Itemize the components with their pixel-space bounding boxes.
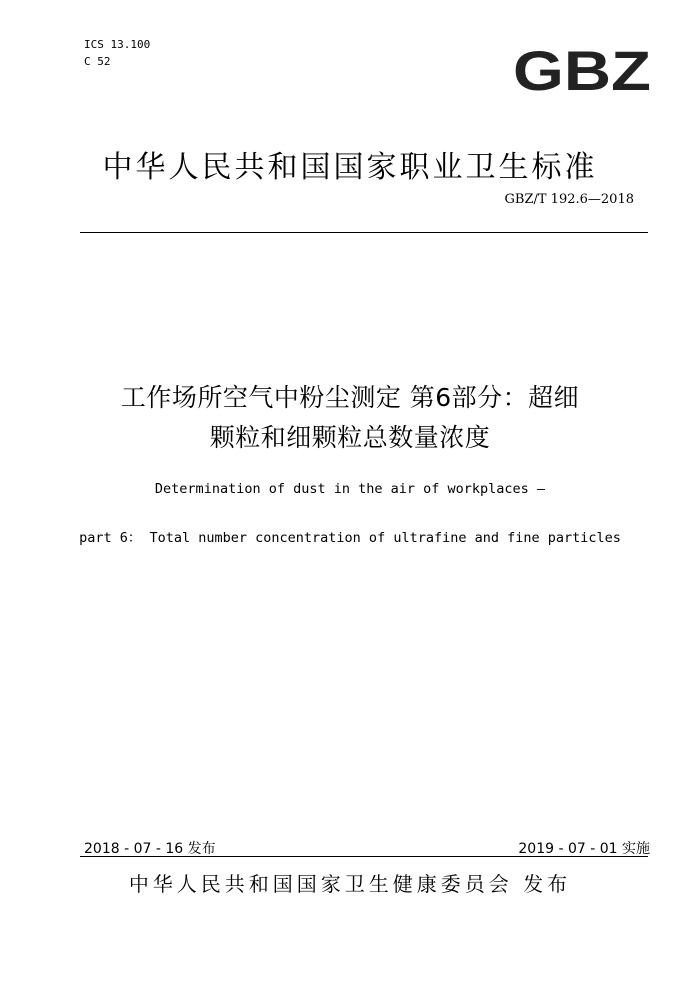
classification-codes xyxy=(84,36,150,70)
title-en-line1: Determination of dust in the air of workplaces — xyxy=(154,481,546,497)
title-cn-line1: 工作场所空气中粉尘测定 第6部分：超细 xyxy=(120,383,580,412)
standard-number: GBZ/T 192.6—2018 xyxy=(504,192,634,207)
issue-date: 2018 - 07 - 16 发布 xyxy=(84,841,216,857)
title-en-line2: part 6： Total number concentration of ultrafine and fine particles xyxy=(79,530,621,546)
footer-divider xyxy=(80,856,648,857)
issuing-authority: 中华人民共和国国家卫生健康委员会 发布 xyxy=(128,872,572,896)
header-divider xyxy=(80,232,648,233)
svg-text:GBZ: GBZ xyxy=(513,44,651,94)
gbz-logo xyxy=(512,44,652,94)
implementation-date: 2019 - 07 - 01 实施 xyxy=(518,841,650,857)
title-cn-line2: 颗粒和细颗粒总数量浓度 xyxy=(209,423,491,452)
ccs-code: C 52 xyxy=(84,55,111,68)
ics-code: ICS 13.100 xyxy=(84,38,151,51)
standard-issuer-title: 中华人民共和国国家职业卫生标准 xyxy=(102,150,598,185)
